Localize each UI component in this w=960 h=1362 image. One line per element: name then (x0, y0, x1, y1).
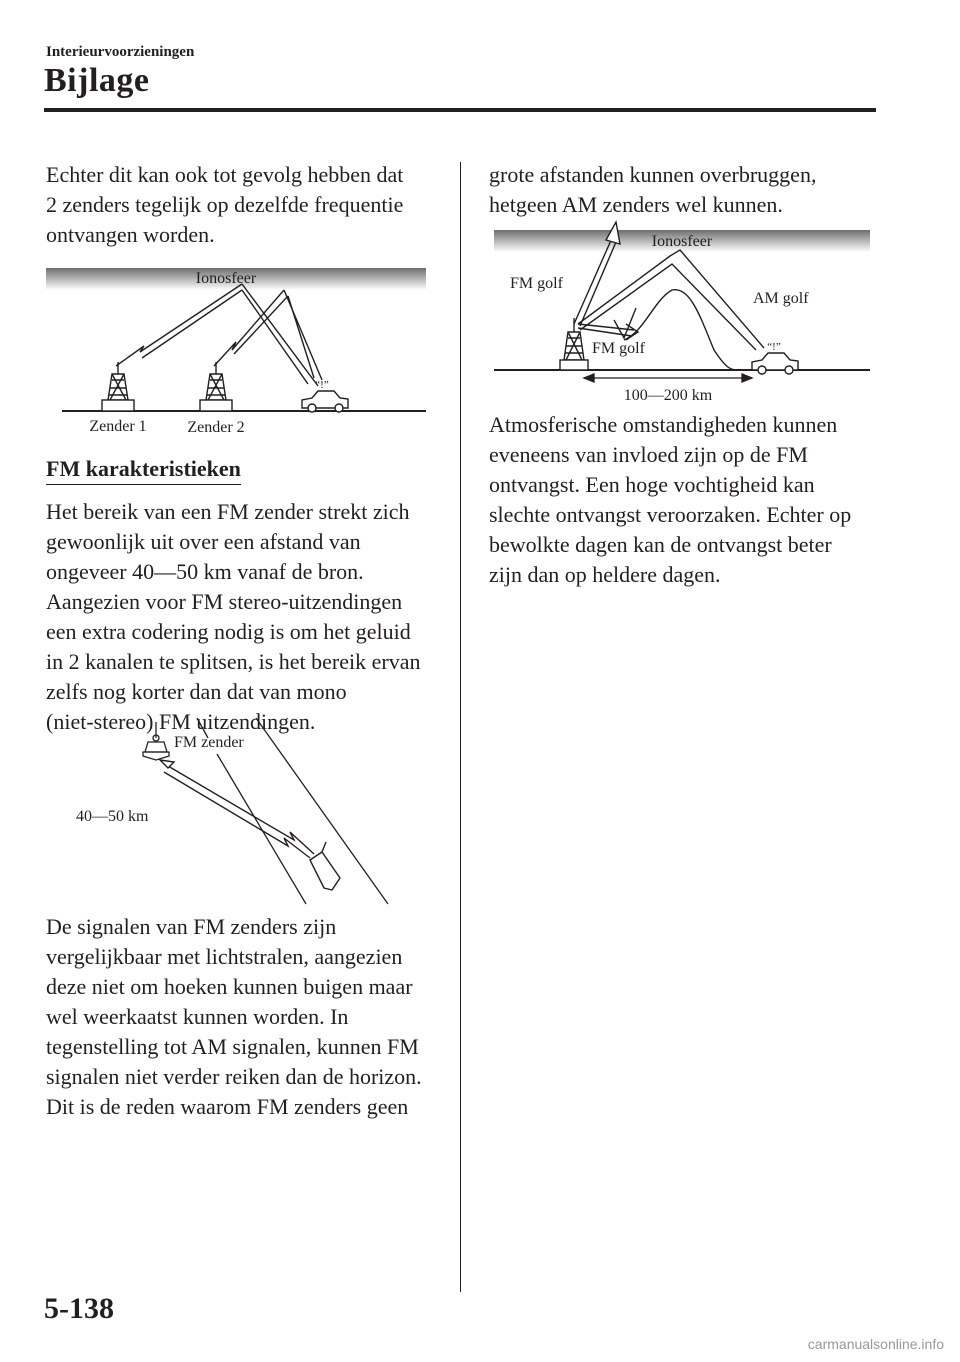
column-divider (460, 162, 461, 1292)
fm-wave-label-bottom: FM golf (592, 340, 645, 357)
tower-zender-1 (102, 362, 134, 411)
zender-2-label: Zender 2 (187, 419, 245, 436)
distance-arrow (584, 374, 752, 382)
wave-zender-2 (214, 290, 322, 380)
fm-heading: FM karakteristieken (46, 456, 241, 485)
section-label: Interieurvoorzieningen (46, 44, 195, 60)
fm-transmitter-label: FM zender (174, 734, 244, 751)
hill (624, 290, 738, 370)
fm-wave-blocked (578, 308, 638, 340)
zender-1-label: Zender 1 (89, 418, 147, 435)
noise-symbol: “!” (767, 341, 781, 353)
figure-two-transmitters (46, 258, 430, 443)
car-icon (310, 842, 340, 890)
noise-symbol: “!” (315, 379, 329, 391)
am-wave-label: AM golf (753, 290, 809, 307)
signals-paragraph: De signalen van FM zenders zijn vergelijkbaar met lichtstralen, aangezien deze niet om hoeken kunnen buigen maar wel weerkaatst kunnen worden. In tegenstelling tot AM signalen, kunnen FM signalen niet verder reiken dan de horizon. Dit is de reden waarom FM zenders geen (46, 914, 422, 1119)
page-number: 5-138 (44, 1292, 114, 1325)
tower-zender-2 (200, 362, 232, 411)
range-arrow (160, 760, 314, 858)
continuation-paragraph: grote afstanden kunnen overbruggen, hetgeen AM zenders wel kunnen. (489, 162, 817, 217)
page-title: Bijlage (44, 62, 150, 99)
fm-paragraph: Het bereik van een FM zender strekt zich gewoonlijk uit over een afstand van ongeveer 40―50 km vanaf de bron. Aangezien voor FM stereo-uitzendingen een extra codering nodig is om het geluid in 2 kanalen te splitsen, is het bereik ervan zelfs nog korter dan dat van mono (niet-stereo) FM uitzendingen. (46, 499, 421, 734)
fm-wave-label-top: FM golf (510, 275, 563, 292)
figure-fm-range (70, 712, 400, 912)
car-icon (302, 391, 348, 412)
distance-label: 100―200 km (623, 387, 713, 404)
figure-fm-am-waves (494, 220, 872, 406)
intro-paragraph: Echter dit kan ook tot gevolg hebben dat 2 zenders tegelijk op dezelfde frequentie ontvangen worden. (46, 162, 404, 247)
ionosphere-label: Ionosfeer (651, 233, 713, 250)
ionosphere-label: Ionosfeer (195, 270, 257, 287)
fm-am-tower (560, 318, 588, 370)
distance-label: 40―50 km (76, 808, 149, 825)
watermark: carmanualsonline.info (807, 1336, 944, 1352)
fm-transmitter-icon (143, 722, 169, 760)
header-rule (44, 108, 876, 112)
atmospheric-paragraph: Atmosferische omstandigheden kunnen eveneens van invloed zijn op de FM ontvangst. Een hoge vochtigheid kan slechte ontvangst veroorzaken. Echter op bewolkte dagen kan de ontvangst beter zijn dan op heldere dagen. (489, 412, 852, 587)
